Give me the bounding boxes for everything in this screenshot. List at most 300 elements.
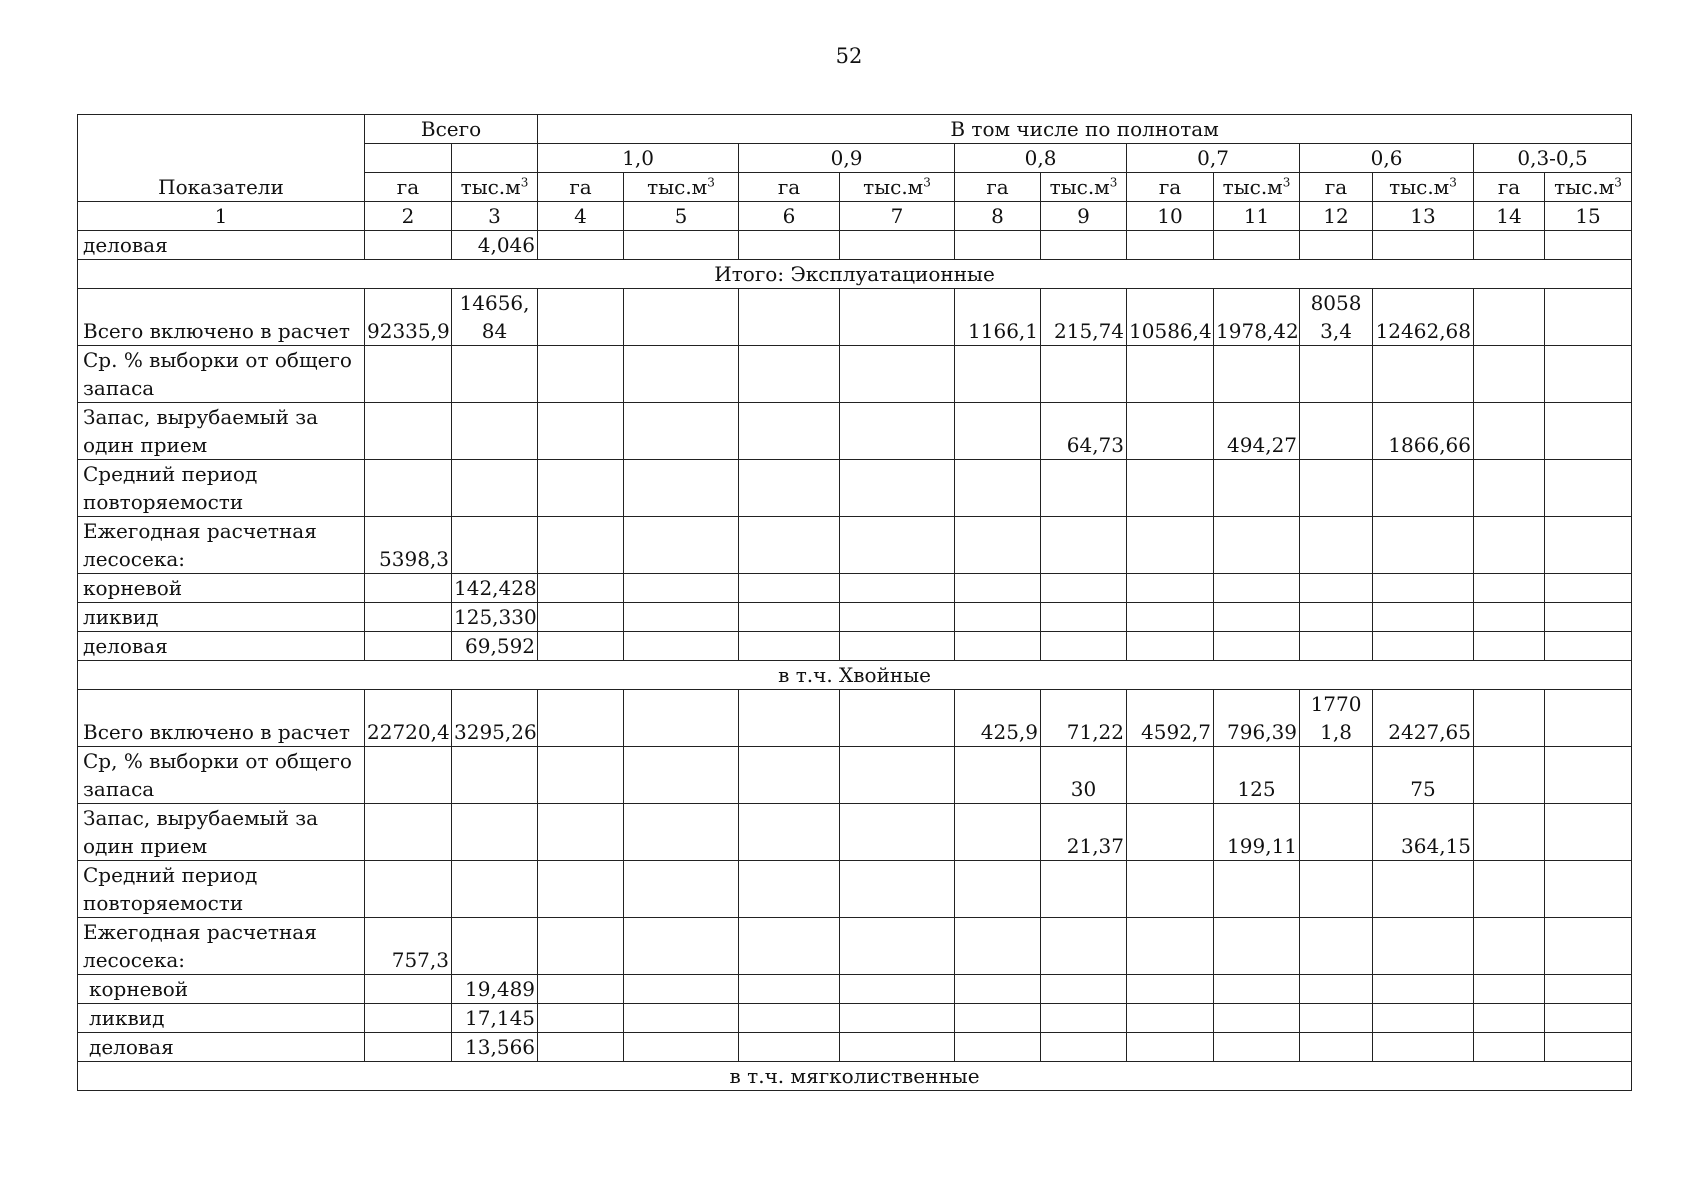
table-cell — [955, 517, 1041, 574]
table-cell: 12462,68 — [1373, 289, 1474, 346]
table-cell — [1474, 690, 1545, 747]
table-cell — [840, 632, 955, 661]
table-cell — [1214, 632, 1300, 661]
table-cell — [624, 861, 739, 918]
header-unit-volume — [1041, 173, 1127, 202]
table-cell — [1300, 975, 1373, 1004]
table-cell — [624, 632, 739, 661]
table-cell — [1300, 603, 1373, 632]
table-cell — [1300, 804, 1373, 861]
table-cell — [538, 918, 624, 975]
table-cell — [538, 804, 624, 861]
table-cell: 364,15 — [1373, 804, 1474, 861]
column-number: 4 — [538, 202, 624, 231]
table-cell: 14656,84 — [452, 289, 538, 346]
table-cell: 4592,7 — [1127, 690, 1214, 747]
forest-allowable-cut-table — [77, 114, 1632, 1091]
table-cell — [538, 1033, 624, 1062]
table-cell: 30 — [1041, 747, 1127, 804]
table-cell — [365, 1033, 452, 1062]
column-number: 15 — [1545, 202, 1632, 231]
table-cell — [1373, 346, 1474, 403]
unit-volume-text: тыс.м — [647, 175, 708, 199]
table-cell — [1041, 632, 1127, 661]
table-cell — [1545, 632, 1632, 661]
header-row-column-numbers — [78, 202, 1632, 231]
table-cell — [739, 231, 840, 260]
table-cell — [452, 460, 538, 517]
row-label: ликвид — [78, 603, 365, 632]
table-cell — [1474, 1004, 1545, 1033]
table-cell — [840, 403, 955, 460]
table-cell — [1041, 1004, 1127, 1033]
table-cell: 125 — [1214, 747, 1300, 804]
table-cell — [1127, 603, 1214, 632]
table-cell — [1373, 1004, 1474, 1033]
table-cell — [1300, 403, 1373, 460]
page-number: 52 — [835, 44, 863, 68]
row-label: Всего включено в расчет — [78, 289, 365, 346]
table-cell — [365, 747, 452, 804]
table-cell — [1127, 918, 1214, 975]
table-cell: 19,489 — [452, 975, 538, 1004]
table-cell — [955, 603, 1041, 632]
unit-volume-superscript: 3 — [520, 175, 529, 190]
table-cell — [1127, 632, 1214, 661]
table-cell — [840, 289, 955, 346]
table-cell — [452, 861, 538, 918]
column-number: 1 — [78, 202, 365, 231]
table-cell — [955, 632, 1041, 661]
table-cell — [1127, 403, 1214, 460]
table-cell — [739, 289, 840, 346]
table-cell — [840, 690, 955, 747]
row-label: Запас, вырубаемый за один прием — [78, 403, 365, 460]
table-row — [78, 403, 1632, 460]
table-cell — [1373, 517, 1474, 574]
table-row — [78, 517, 1632, 574]
table-cell — [624, 231, 739, 260]
table-cell — [452, 403, 538, 460]
table-cell — [1474, 1033, 1545, 1062]
table-cell — [1041, 231, 1127, 260]
header-density: 0,9 — [739, 144, 955, 173]
header-unit-ha: га — [955, 173, 1041, 202]
table-cell: 71,22 — [1041, 690, 1127, 747]
table-cell — [1127, 1033, 1214, 1062]
table-cell — [365, 574, 452, 603]
column-number: 10 — [1127, 202, 1214, 231]
header-row-1 — [78, 115, 1632, 144]
header-unit-volume — [1214, 173, 1300, 202]
table-cell: 22720,4 — [365, 690, 452, 747]
table-cell — [1300, 918, 1373, 975]
column-number: 3 — [452, 202, 538, 231]
column-number: 2 — [365, 202, 452, 231]
table-row — [78, 231, 1632, 260]
table-cell — [1214, 460, 1300, 517]
table-cell — [365, 460, 452, 517]
column-number: 13 — [1373, 202, 1474, 231]
table-cell — [624, 403, 739, 460]
table-cell — [1214, 918, 1300, 975]
table-cell — [840, 574, 955, 603]
table-cell: 1866,66 — [1373, 403, 1474, 460]
table-cell — [840, 1033, 955, 1062]
table-cell — [840, 346, 955, 403]
table-cell — [955, 918, 1041, 975]
table-cell — [955, 231, 1041, 260]
table-cell — [624, 517, 739, 574]
table-cell — [739, 918, 840, 975]
row-label: Ежегодная расчетная лесосека: — [78, 918, 365, 975]
table-cell — [624, 346, 739, 403]
table-cell — [739, 975, 840, 1004]
table-cell — [624, 289, 739, 346]
table-cell — [955, 403, 1041, 460]
row-label: Запас, вырубаемый за один прием — [78, 804, 365, 861]
table-cell — [1545, 918, 1632, 975]
table-cell: 1166,1 — [955, 289, 1041, 346]
table-cell — [739, 747, 840, 804]
table-cell — [452, 747, 538, 804]
table-cell — [1214, 1004, 1300, 1033]
table-cell — [1214, 231, 1300, 260]
table-cell: 5398,3 — [365, 517, 452, 574]
table-cell — [1127, 1004, 1214, 1033]
table-cell — [840, 603, 955, 632]
table-cell — [739, 861, 840, 918]
table-cell: 80583,4 — [1300, 289, 1373, 346]
table-cell — [452, 517, 538, 574]
row-label: корневой — [78, 975, 365, 1004]
table-cell — [624, 1004, 739, 1033]
table-cell — [840, 804, 955, 861]
table-cell — [1474, 517, 1545, 574]
table-cell — [1373, 231, 1474, 260]
table-cell — [624, 918, 739, 975]
unit-volume-superscript: 3 — [923, 175, 931, 190]
table-cell: 4,046 — [452, 231, 538, 260]
table-row — [78, 460, 1632, 517]
table-cell — [1214, 861, 1300, 918]
table-cell — [365, 231, 452, 260]
table-cell — [365, 861, 452, 918]
header-density: 0,6 — [1300, 144, 1474, 173]
table-cell — [840, 861, 955, 918]
table-cell — [1300, 346, 1373, 403]
table-cell: 64,73 — [1041, 403, 1127, 460]
table-row — [78, 1004, 1632, 1033]
table-cell: 92335,9 — [365, 289, 452, 346]
table-cell — [955, 460, 1041, 517]
table-cell — [624, 975, 739, 1004]
table-cell — [538, 460, 624, 517]
unit-volume-text: тыс.м — [1389, 175, 1450, 199]
table-cell — [840, 1004, 955, 1033]
table-cell — [840, 517, 955, 574]
table-row — [78, 747, 1632, 804]
table-cell — [1373, 460, 1474, 517]
header-unit-volume — [1373, 173, 1474, 202]
table-cell — [1127, 574, 1214, 603]
header-unit-ha: га — [1300, 173, 1373, 202]
table-cell — [955, 346, 1041, 403]
table-cell — [624, 460, 739, 517]
header-indicator: Показатели — [78, 115, 365, 202]
table-cell: 142,428 — [452, 574, 538, 603]
table-cell — [739, 632, 840, 661]
unit-volume-text: тыс.м — [1554, 175, 1615, 199]
table-row — [78, 346, 1632, 403]
table-cell — [1300, 517, 1373, 574]
table-cell — [1300, 1004, 1373, 1033]
table-cell — [1041, 346, 1127, 403]
table-cell — [365, 804, 452, 861]
row-label: Ср, % выборки от общего запаса — [78, 747, 365, 804]
table-cell: 17,145 — [452, 1004, 538, 1033]
table-cell — [365, 975, 452, 1004]
table-cell — [1474, 403, 1545, 460]
table-cell — [1474, 460, 1545, 517]
table-cell: 199,11 — [1214, 804, 1300, 861]
table-cell: 1978,42 — [1214, 289, 1300, 346]
header-density: 1,0 — [538, 144, 739, 173]
table-cell — [1041, 861, 1127, 918]
row-label: Средний период повторяемости — [78, 861, 365, 918]
header-unit-volume — [1545, 173, 1632, 202]
table-cell — [538, 403, 624, 460]
table-cell — [840, 918, 955, 975]
unit-volume-text: тыс.м — [460, 175, 521, 199]
row-label: Ср. % выборки от общего запаса — [78, 346, 365, 403]
table-cell — [1300, 231, 1373, 260]
column-number: 12 — [1300, 202, 1373, 231]
table-cell — [1545, 690, 1632, 747]
unit-volume-text: тыс.м — [1049, 175, 1110, 199]
table-cell — [538, 603, 624, 632]
table-row — [78, 804, 1632, 861]
table-cell: 3295,26 — [452, 690, 538, 747]
table-cell — [538, 690, 624, 747]
table-cell — [1127, 747, 1214, 804]
table-cell — [1474, 975, 1545, 1004]
header-blank — [452, 144, 538, 173]
table-cell — [1474, 289, 1545, 346]
table-cell: 2427,65 — [1373, 690, 1474, 747]
table-cell — [1545, 289, 1632, 346]
row-label: Средний период повторяемости — [78, 460, 365, 517]
table-cell — [1545, 460, 1632, 517]
table-cell — [1474, 747, 1545, 804]
table-row — [78, 1033, 1632, 1062]
table-cell — [840, 747, 955, 804]
table-cell — [1041, 603, 1127, 632]
unit-volume-superscript: 3 — [1282, 175, 1291, 190]
table-cell — [624, 574, 739, 603]
table-cell — [538, 632, 624, 661]
table-cell — [1545, 603, 1632, 632]
table-row — [78, 574, 1632, 603]
table-cell — [955, 975, 1041, 1004]
table-cell — [1214, 603, 1300, 632]
table-cell — [624, 804, 739, 861]
column-number: 8 — [955, 202, 1041, 231]
table-cell — [1041, 918, 1127, 975]
column-number: 5 — [624, 202, 739, 231]
table-cell — [739, 574, 840, 603]
table-cell — [452, 804, 538, 861]
table-cell — [624, 1033, 739, 1062]
table-cell — [955, 861, 1041, 918]
table-cell — [840, 231, 955, 260]
row-label: деловая — [78, 1033, 365, 1062]
table-row — [78, 289, 1632, 346]
table-cell — [538, 747, 624, 804]
table-cell — [739, 403, 840, 460]
column-number: 14 — [1474, 202, 1545, 231]
table-cell — [538, 861, 624, 918]
header-unit-ha: га — [739, 173, 840, 202]
header-blank — [365, 144, 452, 173]
table-cell — [1545, 804, 1632, 861]
table-cell — [1474, 861, 1545, 918]
table-cell — [1214, 574, 1300, 603]
table-cell — [1127, 460, 1214, 517]
table-cell — [1373, 603, 1474, 632]
table-cell — [955, 1004, 1041, 1033]
table-cell — [1545, 346, 1632, 403]
table-cell — [1474, 231, 1545, 260]
unit-volume-superscript: 3 — [1614, 175, 1622, 190]
table-cell — [1545, 1033, 1632, 1062]
section-title: в т.ч. мягколиственные — [78, 1062, 1632, 1091]
table-cell — [1300, 747, 1373, 804]
header-unit-ha: га — [538, 173, 624, 202]
header-total: Всего — [365, 115, 538, 144]
table-cell — [624, 690, 739, 747]
column-number: 11 — [1214, 202, 1300, 231]
table-cell — [1214, 1033, 1300, 1062]
table-cell — [1127, 861, 1214, 918]
table-cell — [955, 804, 1041, 861]
table-row — [78, 603, 1632, 632]
table-cell: 125,330 — [452, 603, 538, 632]
table-cell — [1545, 975, 1632, 1004]
table-cell — [365, 403, 452, 460]
column-number: 6 — [739, 202, 840, 231]
table-cell: 796,39 — [1214, 690, 1300, 747]
table-cell — [1373, 918, 1474, 975]
header-unit-volume — [624, 173, 739, 202]
table-cell — [1127, 517, 1214, 574]
table-cell — [1373, 861, 1474, 918]
unit-volume-superscript: 3 — [1449, 175, 1457, 190]
table-cell — [1041, 1033, 1127, 1062]
table-cell — [1041, 517, 1127, 574]
table-cell — [624, 603, 739, 632]
table-cell: 13,566 — [452, 1033, 538, 1062]
table-cell — [1474, 804, 1545, 861]
table-cell — [1474, 574, 1545, 603]
table-cell — [538, 975, 624, 1004]
header-unit-volume — [452, 173, 538, 202]
table-cell — [1474, 346, 1545, 403]
header-unit-volume — [840, 173, 955, 202]
table-cell — [624, 747, 739, 804]
table-cell: 21,37 — [1041, 804, 1127, 861]
table-cell — [538, 517, 624, 574]
table-cell — [1041, 460, 1127, 517]
table-cell — [1300, 861, 1373, 918]
table-cell — [452, 918, 538, 975]
table-cell — [1300, 460, 1373, 517]
table-cell — [1041, 975, 1127, 1004]
table-cell — [739, 1004, 840, 1033]
table-cell — [538, 289, 624, 346]
row-label: деловая — [78, 632, 365, 661]
section-title: Итого: Эксплуатационные — [78, 260, 1632, 289]
table-cell — [739, 1033, 840, 1062]
table-cell — [365, 603, 452, 632]
table-cell — [955, 1033, 1041, 1062]
row-label: корневой — [78, 574, 365, 603]
table-cell: 10586,4 — [1127, 289, 1214, 346]
table-cell — [365, 632, 452, 661]
table-cell — [739, 460, 840, 517]
table-cell — [1545, 1004, 1632, 1033]
table-cell — [538, 231, 624, 260]
section-row — [78, 260, 1632, 289]
table-cell — [452, 346, 538, 403]
header-including-by-density: В том числе по полнотам — [538, 115, 1632, 144]
table-cell — [1474, 603, 1545, 632]
section-title: в т.ч. Хвойные — [78, 661, 1632, 690]
section-row — [78, 1062, 1632, 1091]
table-cell — [1214, 346, 1300, 403]
row-label: ликвид — [78, 1004, 365, 1033]
column-number: 7 — [840, 202, 955, 231]
table-cell: 17701,8 — [1300, 690, 1373, 747]
table-cell — [739, 804, 840, 861]
column-number: 9 — [1041, 202, 1127, 231]
table-cell — [739, 690, 840, 747]
table-cell — [739, 346, 840, 403]
table-cell — [1373, 574, 1474, 603]
table-cell — [739, 517, 840, 574]
table-cell — [1545, 747, 1632, 804]
unit-volume-text: тыс.м — [1222, 175, 1283, 199]
header-unit-ha: га — [365, 173, 452, 202]
table-cell — [955, 747, 1041, 804]
table-row — [78, 861, 1632, 918]
table-cell: 757,3 — [365, 918, 452, 975]
table-cell — [1545, 403, 1632, 460]
table-cell — [1127, 804, 1214, 861]
table-cell — [1545, 861, 1632, 918]
table-cell — [538, 346, 624, 403]
table-cell — [1474, 632, 1545, 661]
table-cell — [1300, 632, 1373, 661]
table-cell — [1127, 975, 1214, 1004]
header-unit-ha: га — [1474, 173, 1545, 202]
table-cell — [1373, 975, 1474, 1004]
row-label: Ежегодная расчетная лесосека: — [78, 517, 365, 574]
header-density: 0,7 — [1127, 144, 1300, 173]
table-cell — [955, 574, 1041, 603]
header-unit-ha: га — [1127, 173, 1214, 202]
table-cell — [538, 1004, 624, 1033]
